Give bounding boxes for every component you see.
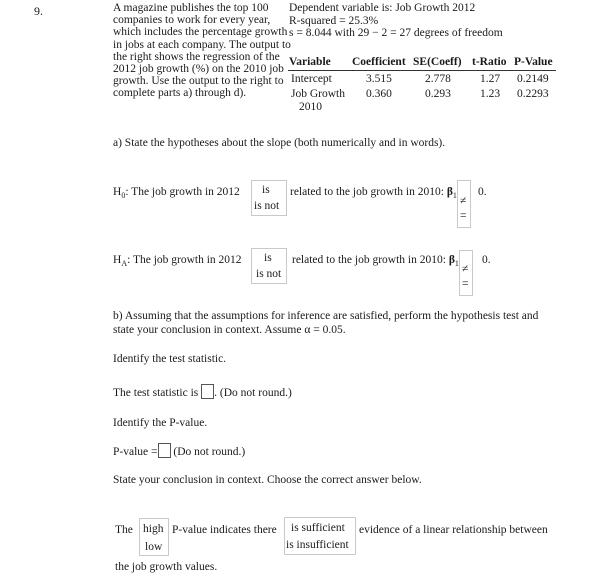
row-intercept-variable: Intercept [291,73,332,85]
option-low[interactable]: low [145,541,163,553]
ha-beta: β [448,254,455,266]
regression-output [289,2,503,40]
ha-mid [292,254,459,267]
row-slope-p: 0.2293 [517,88,549,100]
test-stat-input[interactable] [201,384,214,399]
h0-zero: 0. [478,186,487,198]
header-coefficient: Coefficient [352,56,406,68]
test-stat-line [113,384,292,400]
h0-option-is[interactable]: is [262,184,270,196]
r-squared: R-squared = 25.3% [289,14,379,27]
row-intercept-se: 2.778 [425,73,451,85]
row-slope-variable: Job Growth [291,88,345,100]
h0-is-dropdown[interactable] [251,180,287,216]
ha-option-is-not[interactable]: is not [256,268,282,280]
ha-label: H [113,254,122,266]
row-intercept-coefficient: 3.515 [366,73,392,85]
conclusion-end-2: the job growth values. [115,561,218,573]
ha-mid-text: related to the job growth in 2010: [292,254,449,266]
identify-test-stat: Identify the test statistic. [113,353,227,365]
p-value-label: P-value = [113,446,158,458]
ha-symbol-not-equal[interactable]: ≠ [462,263,469,275]
pvalue-level-dropdown[interactable] [139,518,169,556]
dependent-variable: Dependent variable is: Job Growth 2012 [289,2,476,14]
option-is-insufficient[interactable]: is insufficient [286,539,349,551]
h0-statement [113,186,240,199]
ha-text: : The job growth in 2012 [127,254,242,266]
ha-beta-sub: 1 [454,259,459,268]
header-se: SE(Coeff) [413,56,462,68]
problem-number: 9. [34,4,43,18]
h0-text: : The job growth in 2012 [125,186,240,198]
table-divider [288,70,556,71]
p-value-line [113,443,245,459]
h0-option-is-not[interactable]: is not [254,200,280,212]
ha-symbol-equal[interactable]: = [462,278,469,290]
row-slope-coefficient: 0.360 [366,88,392,100]
part-b-prompt-2: state your conclusion in context. Assume α = 0.05. [113,324,346,336]
row-intercept-p: 0.2149 [517,73,549,85]
h0-label: H [113,186,122,198]
problem-intro: A magazine publishes the top 100 companies to work for every year, which includes the percentage growth in jobs at each company. The output to the right shows the regression of the 2012 job growth (%) on the 2010 job growth. Use the output to the right to complete parts a) through d). [113,2,291,100]
h0-symbol-dropdown[interactable] [457,180,471,228]
row-slope-variable-year: 2010 [299,101,322,113]
h0-symbol-equal[interactable]: = [460,210,467,222]
row-slope-t: 1.23 [480,88,501,100]
row-slope-se: 0.293 [425,88,451,100]
identify-p-value: Identify the P-value. [113,417,208,429]
test-stat-label: The test statistic is [113,387,199,399]
ha-zero: 0. [482,254,491,266]
h0-beta: β [446,186,453,198]
s-line: s = 8.044 with 29 − 2 = 27 degrees of freedom [289,27,503,39]
option-high[interactable]: high [143,523,164,535]
header-p: P-Value [514,56,553,68]
ha-option-is[interactable]: is [264,252,272,264]
part-a-prompt: a) State the hypotheses about the slope (both numerically and in words). [113,137,446,149]
row-intercept-t: 1.27 [480,73,501,85]
h0-mid-text: related to the job growth in 2010: [290,186,447,198]
header-t: t-Ratio [472,56,507,68]
conclusion-mid: P-value indicates there [172,524,277,536]
ha-is-dropdown[interactable] [251,248,287,284]
part-b-prompt-1: b) Assuming that the assumptions for inference are satisfied, perform the hypothesis test and [113,310,539,322]
option-is-sufficient[interactable]: is sufficient [291,522,345,534]
ha-statement [113,254,242,267]
conclusion-prompt: State your conclusion in context. Choose the correct answer below. [113,474,422,486]
p-value-note: (Do not round.) [173,446,246,458]
ha-symbol-dropdown[interactable] [459,250,473,296]
evidence-dropdown[interactable] [284,517,356,555]
h0-beta-sub: 1 [452,191,457,200]
h0-mid [290,186,457,199]
h0-symbol-not-equal[interactable]: ≠ [460,195,467,207]
ha-subscript: A [121,259,128,268]
conclusion-the: The [115,524,133,536]
p-value-input[interactable] [158,443,171,458]
header-variable: Variable [289,56,331,68]
conclusion-end: evidence of a linear relationship between [359,524,548,536]
h0-subscript: 0 [121,191,126,200]
test-stat-note: . (Do not round.) [214,387,292,399]
